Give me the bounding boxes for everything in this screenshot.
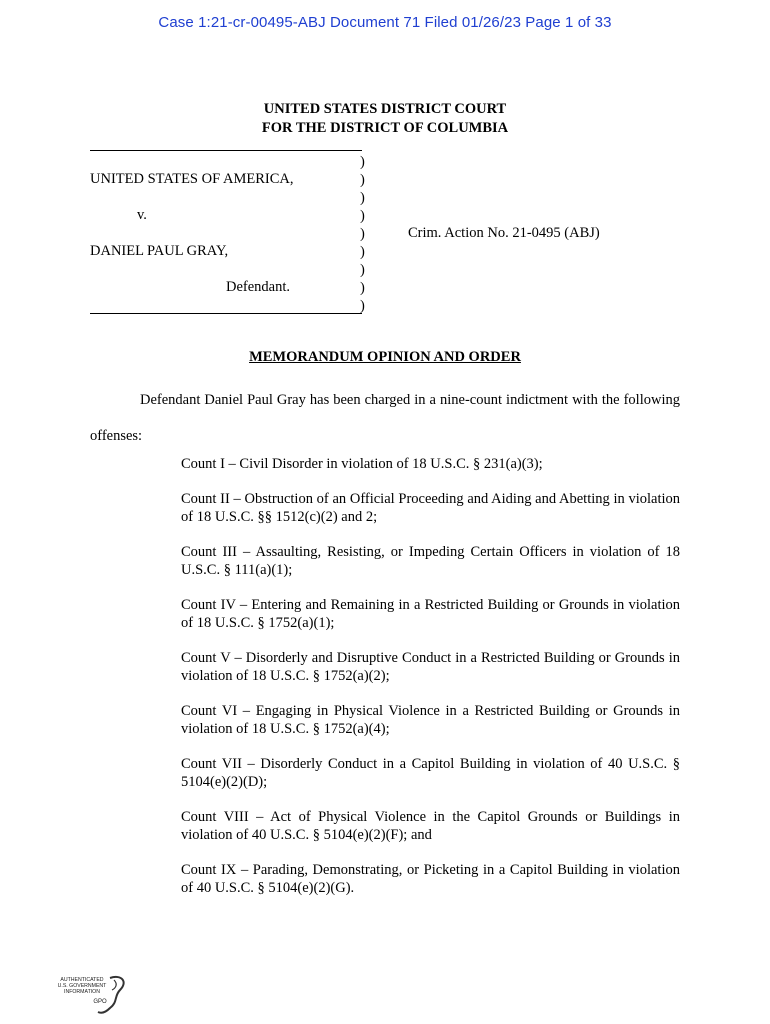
caption-paren: ) [360, 280, 365, 296]
caption-rule-bottom [90, 313, 362, 314]
count-item: Count I – Civil Disorder in violation of 18 U.S.C. § 231(a)(3); [181, 456, 543, 472]
caption-paren: ) [360, 172, 365, 188]
caption-paren: ) [360, 226, 365, 242]
caption-paren: ) [360, 208, 365, 224]
count-item: Count III – Assaulting, Resisting, or Impeding Certain Officers in violation of 18 U.S.C. § 111(a)(1); [181, 544, 680, 578]
caption-paren: ) [360, 244, 365, 260]
document-title: MEMORANDUM OPINION AND ORDER [249, 349, 521, 365]
count-item: Count VIII – Act of Physical Violence in the Capitol Grounds or Buildings in violation of 40 U.S.C. § 5104(e)(2)(F); and [181, 809, 680, 843]
gpo-line-4: GPO [93, 999, 107, 1005]
caption-paren: ) [360, 262, 365, 278]
count-item: Count IX – Parading, Demonstrating, or Picketing in a Capitol Building in violation of 40 U.S.C. § 5104(e)(2)(G). [181, 862, 680, 896]
counts-list [181, 455, 680, 914]
count-item: Count II – Obstruction of an Official Proceeding and Aiding and Abetting in violation of 18 U.S.C. §§ 1512(c)(2) and 2; [181, 491, 680, 525]
caption-versus: v. [137, 207, 147, 223]
caption-paren: ) [360, 154, 365, 170]
caption-defendant-name: DANIEL PAUL GRAY, [90, 243, 229, 259]
eagle-wing-icon [112, 980, 116, 990]
count-item: Count VI – Engaging in Physical Violence in a Restricted Building or Grounds in violation of 18 U.S.C. § 1752(a)(4); [181, 703, 680, 737]
gpo-authentication-seal [44, 972, 128, 1016]
gpo-line-3: INFORMATION [64, 989, 100, 995]
court-heading [0, 100, 770, 138]
gpo-line-1: AUTHENTICATED [60, 977, 104, 983]
caption-defendant-role: Defendant. [226, 279, 291, 295]
count-item: Count VII – Disorderly Conduct in a Capitol Building in violation of 40 U.S.C. § 5104(e)(2)(D); [181, 756, 680, 790]
caption-paren: ) [360, 298, 365, 314]
count-item: Count V – Disorderly and Disruptive Conduct in a Restricted Building or Grounds in violation of 18 U.S.C. § 1752(a)(2); [181, 650, 680, 684]
caption-rule-top [90, 150, 362, 151]
caption-action-number: Crim. Action No. 21-0495 (ABJ) [408, 225, 600, 241]
caption-plaintiff: UNITED STATES OF AMERICA, [90, 171, 294, 187]
case-header: Case 1:21-cr-00495-ABJ Document 71 Filed 01/26/23 Page 1 of 33 [158, 14, 612, 31]
intro-paragraph: Defendant Daniel Paul Gray has been charged in a nine-count indictment with the following offenses: [90, 392, 680, 444]
count-item: Count IV – Entering and Remaining in a Restricted Building or Grounds in violation of 18 U.S.C. § 1752(a)(1); [181, 597, 680, 631]
court-district: FOR THE DISTRICT OF COLUMBIA [261, 120, 509, 136]
caption-paren: ) [360, 190, 365, 206]
gpo-line-2: U.S. GOVERNMENT [57, 983, 107, 989]
court-name: UNITED STATES DISTRICT COURT [263, 101, 507, 117]
